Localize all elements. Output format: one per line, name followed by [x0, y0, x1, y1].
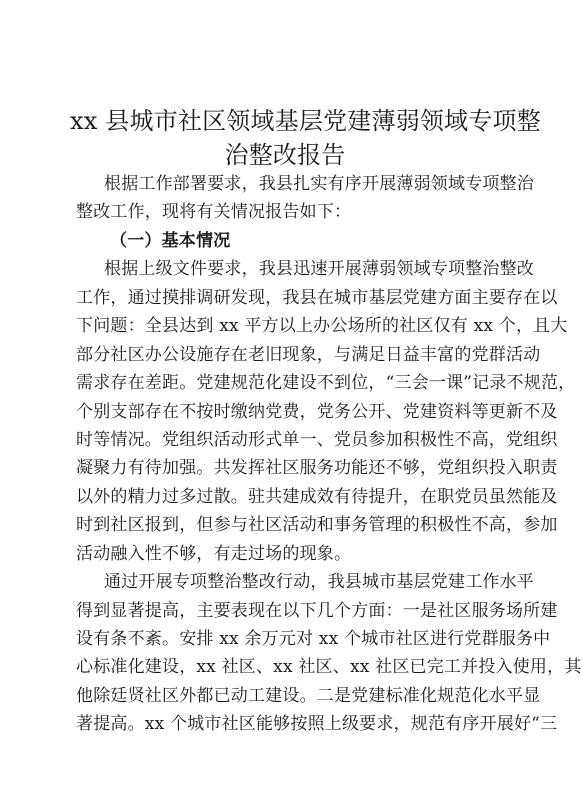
paragraph-line: 心标准化建设，xx 社区、xx 社区、xx 社区已完工并投入使用，其 — [76, 657, 582, 678]
paragraph-line: 通过开展专项整治整改行动，我县城市基层党建工作水平 — [104, 572, 534, 593]
paragraph-line: 得到显著提高，主要表现在以下几个方面：一是社区服务场所建 — [76, 600, 558, 621]
paragraph-line: 根据上级文件要求，我县迅速开展薄弱领域专项整治整改 — [104, 259, 534, 280]
paragraph-line: 部分社区办公设施存在老旧现象，与满足日益丰富的党群活动 — [76, 344, 541, 365]
intro-line: 根据工作部署要求，我县扎实有序开展薄弱领域专项整治 — [104, 174, 534, 194]
paragraph-line: 他除廷贤社区外都已动工建设。二是党建标准化规范化水平显 — [76, 685, 541, 706]
paragraph-line: 需求存在差距。党建规范化建设不到位，“三会一课”记录不规范， — [76, 373, 576, 394]
section-heading: （一）基本情况 — [110, 230, 231, 251]
paragraph-rectification-results — [76, 568, 582, 739]
intro-line: 整改工作，现将有关情况报告如下： — [76, 202, 352, 223]
paragraph-line: 个别支部存在不按时缴纳党费，党务公开、党建资料等更新不及 — [76, 401, 558, 422]
paragraph-line: 下问题：全县达到 xx 平方以上办公场所的社区仅有 xx 个，且大 — [76, 316, 568, 337]
paragraph-line: 著提高。xx 个城市社区能够按照上级要求，规范有序开展好“三 — [76, 714, 558, 735]
paragraph-basic-situation — [76, 255, 576, 568]
document-title — [70, 104, 541, 172]
paragraph-line: 以外的精力过多过散。驻共建成效有待提升，在职党员虽然能及 — [76, 486, 558, 507]
title-line-1: xx 县城市社区领域基层党建薄弱领域专项整 — [70, 107, 541, 135]
paragraph-line: 时到社区报到，但参与社区活动和事务管理的积极性不高，参加 — [76, 515, 558, 536]
intro-paragraph — [76, 170, 534, 227]
paragraph-line: 工作，通过摸排调研发现，我县在城市基层党建方面主要存在以 — [76, 287, 558, 308]
paragraph-line: 设有条不紊。安排 xx 余万元对 xx 个城市社区进行党群服务中 — [76, 629, 551, 649]
document-body — [76, 170, 582, 739]
paragraph-line: 凝聚力有待加强。共发挥社区服务功能还不够，党组织投入职责 — [76, 458, 558, 479]
paragraph-line: 活动融入性不够，有走过场的现象。 — [76, 543, 352, 564]
paragraph-line: 时等情况。党组织活动形式单一、党员参加积极性不高，党组织 — [76, 429, 558, 450]
title-line-2: 治整改报告 — [224, 141, 346, 169]
